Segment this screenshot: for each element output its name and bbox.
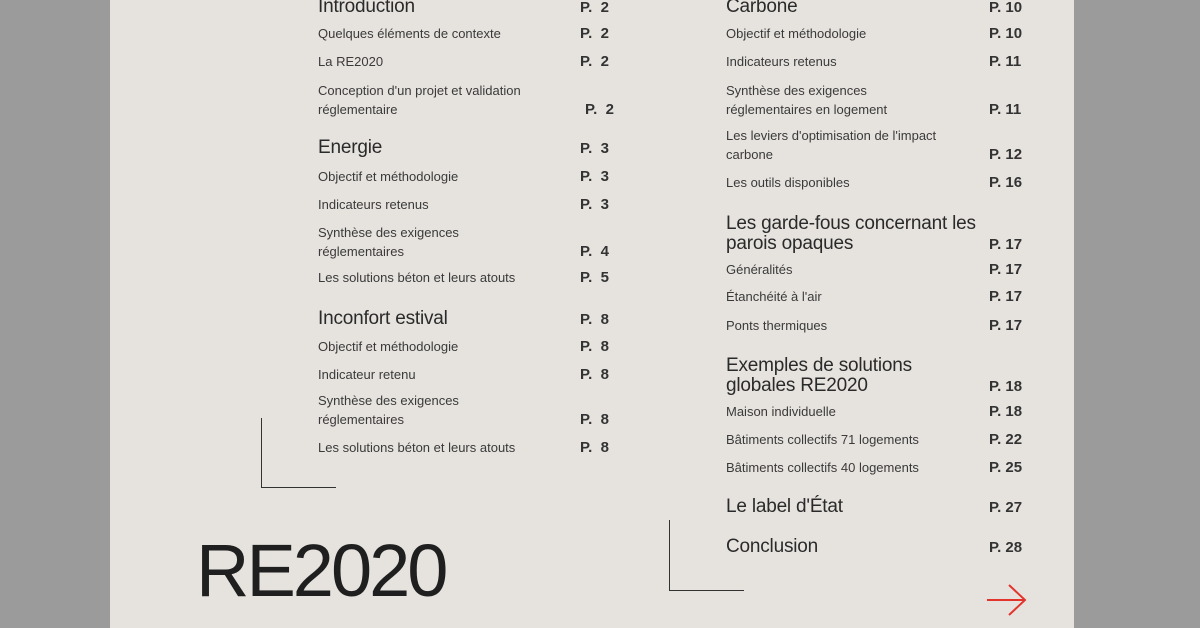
toc-entry-page: P. 3 (580, 168, 609, 185)
toc-entry-title: Carbone (726, 0, 798, 17)
toc-entry-page: P. 4 (580, 243, 609, 260)
arrow-right-icon[interactable] (986, 583, 1028, 617)
corner-mark-right (669, 520, 744, 591)
toc-entry-title: Les solutions béton et leurs atouts (318, 270, 516, 285)
toc-entry-page: P. 8 (580, 311, 609, 328)
toc-entry-title: Étanchéité à l'air (726, 289, 822, 304)
toc-entry-page: P. 8 (580, 366, 609, 383)
toc-entry-title: Bâtiments collectifs 40 logements (726, 460, 919, 475)
toc-entry-title: Les leviers d'optimisation de l'impact carbone (726, 128, 937, 162)
toc-entry-title: Les garde-fous concernant les parois opaques (726, 213, 976, 254)
toc-entry-page: P. 8 (580, 411, 609, 428)
toc-entry-page: P. 17 (989, 288, 1023, 305)
document-title: RE2020 (196, 529, 446, 612)
corner-mark-left (261, 418, 336, 488)
toc-entry-page: P. 3 (580, 196, 609, 213)
toc-entry-page: P. 3 (580, 140, 609, 157)
toc-entry-page: P. 17 (989, 236, 1023, 253)
toc-entry-title: Inconfort estival (318, 308, 448, 329)
toc-entry-title: Indicateur retenu (318, 367, 416, 382)
toc-entry-page: P. 2 (580, 25, 609, 42)
toc-entry-title: Indicateurs retenus (726, 54, 837, 69)
toc-entry-title: Objectif et méthodologie (726, 26, 867, 41)
toc-entry-page: P. 22 (989, 431, 1023, 448)
toc-entry-title: Exemples de solutions globales RE2020 (726, 355, 912, 396)
toc-entry-title: Synthèse des exigences réglementaires (318, 225, 459, 259)
toc-entry-page: P. 10 (989, 25, 1023, 42)
toc-entry-page: P. 8 (580, 338, 609, 355)
toc-entry-title: Le label d'État (726, 496, 843, 517)
toc-entry-page: P. 10 (989, 0, 1023, 16)
toc-entry-title: La RE2020 (318, 54, 384, 69)
toc-entry-page: P. 2 (580, 53, 609, 70)
toc-entry-page: P. 17 (989, 261, 1023, 278)
toc-item-les-solutions-beton-et-leurs-atouts[interactable] (318, 0, 618, 457)
toc-entry-title: Généralités (726, 262, 793, 277)
toc-entry-title: Ponts thermiques (726, 318, 828, 333)
toc-entry-page: P. 27 (989, 499, 1023, 516)
toc-entry-title: Conclusion (726, 536, 818, 557)
toc-entry-page: P. 16 (989, 174, 1023, 191)
toc-entry-title: Objectif et méthodologie (318, 339, 459, 354)
toc-entry-page: P. 17 (989, 317, 1023, 334)
toc-entry-title: Maison individuelle (726, 404, 836, 419)
toc-entry-title: Les solutions béton et leurs atouts (318, 440, 516, 455)
toc-entry-page: P. 8 (580, 439, 609, 456)
toc-section-conclusion[interactable] (726, 0, 1026, 557)
toc-entry-title: Energie (318, 137, 383, 158)
toc-entry-title: Bâtiments collectifs 71 logements (726, 432, 919, 447)
toc-entry-page: P. 25 (989, 459, 1023, 476)
toc-entry-page: P. 5 (580, 269, 609, 286)
toc-entry-page: P. 18 (989, 403, 1023, 420)
toc-entry-title: Indicateurs retenus (318, 197, 429, 212)
toc-entry-title: Synthèse des exigences réglementaires en logement (726, 83, 888, 117)
toc-entry-title: Les outils disponibles (726, 175, 850, 190)
toc-entry-page: P. 2 (580, 0, 609, 16)
toc-entry-page: P. 12 (989, 146, 1023, 163)
toc-entry-page: P. 11 (989, 101, 1022, 118)
toc-entry-title: Synthèse des exigences réglementaires (318, 393, 459, 427)
toc-entry-page: P. 18 (989, 378, 1023, 395)
toc-entry-title: Conception d'un projet et validation réglementaire (318, 83, 521, 117)
toc-entry-page: P. 28 (989, 539, 1023, 556)
document-page (110, 0, 1074, 628)
toc-entry-title: Introduction (318, 0, 415, 17)
toc-entry-title: Quelques éléments de contexte (318, 26, 501, 41)
toc-entry-page: P. 11 (989, 53, 1022, 70)
toc-entry-page: P. 2 (585, 101, 614, 118)
toc-entry-title: Objectif et méthodologie (318, 169, 459, 184)
